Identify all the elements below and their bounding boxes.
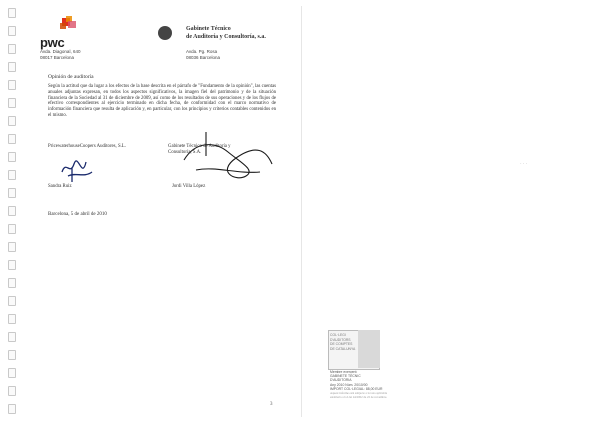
binding-ring (8, 260, 16, 270)
binding-ring (8, 8, 16, 18)
gabinete-company-name (186, 25, 266, 41)
address-line: 08017 Barcelona (40, 54, 75, 60)
right-signatory-name: Jordi Villa López (172, 184, 206, 189)
binding-ring (8, 404, 16, 414)
stamp-line: D'AUDITORIA (330, 378, 352, 383)
binding-ring (8, 152, 16, 162)
binding-ring (8, 170, 16, 180)
binding-ring (8, 62, 16, 72)
binding-ring (8, 386, 16, 396)
stamp-details (330, 370, 382, 391)
binding-ring (8, 242, 16, 252)
left-signature-icon (58, 150, 98, 184)
company-line: Gabinete Técnico (186, 26, 231, 32)
scan-speck: · · · (520, 162, 528, 167)
page-fold-line (301, 6, 302, 417)
binding-ring (8, 314, 16, 324)
binding-ring (8, 80, 16, 90)
right-signature-icon (176, 130, 276, 190)
binding-ring (8, 296, 16, 306)
gabinete-address (186, 49, 220, 60)
place-and-date: Barcelona, 5 de abril de 2010 (48, 212, 107, 217)
opinion-heading: Opinión de auditoría (48, 74, 94, 80)
binding-ring (8, 98, 16, 108)
company-line: de Auditoría y Consultoría, s.a. (186, 34, 266, 40)
pwc-address (40, 49, 80, 60)
binding-ring (8, 368, 16, 378)
address-line: 08036 Barcelona (186, 54, 221, 60)
address-line: Avda. Pg. Rosa (186, 49, 218, 54)
stamp-line: DE COMPTES (330, 342, 353, 347)
binding-ring (8, 332, 16, 342)
pwc-wordmark: pwc (40, 35, 65, 50)
stamp-header (330, 333, 355, 351)
stamp-line: GABINETE TÈCNIC (330, 374, 361, 379)
binding-ring (8, 278, 16, 288)
stamp-line: D'AUDITORS (330, 337, 351, 342)
stamp-line: COL·LEGI (330, 333, 346, 337)
binding-ring (8, 188, 16, 198)
binding-ring (8, 206, 16, 216)
binding-ring (8, 44, 16, 54)
stamp-fine-print: Aquest informe està subjecte a la taxa aplicable establerta a la Llei 44/2002 de 22 de novembre. (330, 391, 388, 399)
left-signatory-name: Sandra Ruiz (48, 184, 72, 189)
binding-ring (8, 224, 16, 234)
gabinete-logo-icon (158, 26, 172, 40)
binding-ring (8, 350, 16, 360)
stamp-shadow (358, 330, 380, 368)
stamp-line: DE CATALUNYA (330, 346, 356, 351)
right-firm-name: Gabinete Técnico de Auditoría y Consultoría, S.A. (168, 144, 231, 155)
address-line: Avda. Diagonal, 640 (40, 49, 81, 54)
stamp-line: IMPORT COL·LEGIAL: 88,00 EUR (330, 386, 383, 391)
stamp-line: Any 2010 Núm. 20/10/00 (330, 382, 368, 387)
binding-ring (8, 116, 16, 126)
opinion-paragraph: Según la actitud que da lugar a los efectos de la base descrita en el párrafo de "Fundamento de la opinión", las cuentas anuales adjuntas expresan, en todos los aspectos significativos, la imagen fiel del patrimonio y de la situación financiera de la Sociedad al 31 de diciembre de 2009, así como de los resultados de sus operaciones y de los flujos de efectivo correspondientes al ejercicio terminado en dicha fecha, de conformidad con el marco normativo de información financiera que resulta de aplicación y, en particular, con los principios y criterios contables contenidos en el mismo. (48, 84, 276, 118)
binding-ring (8, 134, 16, 144)
page-number: 3 (270, 402, 273, 407)
stamp-line: Membre exercent: (330, 370, 358, 374)
binding-ring (8, 26, 16, 36)
left-firm-name: PricewaterhouseCoopers Auditores, S.L. (48, 144, 126, 149)
